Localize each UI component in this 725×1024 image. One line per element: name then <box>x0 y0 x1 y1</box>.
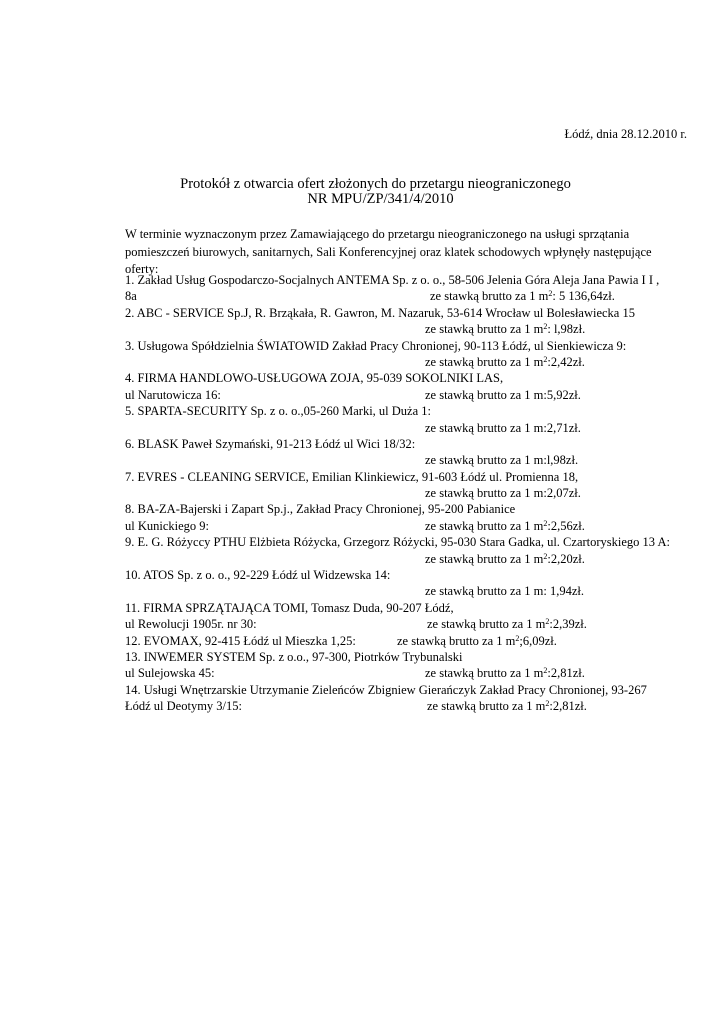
offer-price-value: :2,56zł. <box>547 518 585 533</box>
offer-address: ul Narutowicza 16: <box>125 387 221 402</box>
document-date: Łódź, dnia 28.12.2010 r. <box>564 127 687 141</box>
offer-address: ul Kunickiego 9: <box>125 518 210 533</box>
offer-line <box>125 469 700 485</box>
offer-price-value: : 1,94zł. <box>543 584 584 599</box>
offer-price-value: :l,98zł. <box>543 453 579 468</box>
offer-price-label: ze stawką brutto za 1 m <box>425 551 544 566</box>
offer-company: 12. EVOMAX, 92-415 Łódź ul Mieszka 1,25: <box>125 633 356 648</box>
offer-line <box>125 403 700 419</box>
offer-line <box>125 600 700 616</box>
offer-price-value: :2,42zł. <box>547 354 585 369</box>
offer-price-label: ze stawką brutto za 1 m <box>427 699 546 714</box>
offer-entry <box>125 469 700 502</box>
offer-entry <box>125 338 700 371</box>
offer-price <box>427 698 587 714</box>
offer-entry <box>125 534 700 567</box>
offer-price <box>425 485 581 501</box>
offer-price-label: ze stawką brutto za 1 m <box>425 420 544 435</box>
offer-price-label: ze stawką brutto za 1 m <box>425 518 544 533</box>
title-line-2: NR MPU/ZP/341/4/2010 <box>307 191 454 207</box>
offer-line <box>125 567 700 583</box>
offer-line <box>125 436 700 452</box>
offer-line <box>125 616 700 632</box>
offer-price-label: ze stawką brutto za 1 m <box>430 289 549 304</box>
offer-line <box>125 370 700 386</box>
offer-line <box>125 665 700 681</box>
offer-line <box>125 633 700 649</box>
offer-price-label: ze stawką brutto za 1 m <box>397 633 516 648</box>
offer-price <box>430 288 615 304</box>
offer-company: 11. FIRMA SPRZĄTAJĄCA TOMI, Tomasz Duda, 90-207 Łódź, <box>125 600 454 615</box>
offer-company: 3. Usługowa Spółdzielnia ŚWIATOWID Zakład Pracy Chronionej, 90-113 Łódź, ul Sienkiewicza 9: <box>125 338 627 353</box>
offer-company: 13. INWEMER SYSTEM Sp. z o.o., 97-300, Piotrków Trybunalski <box>125 649 463 664</box>
offer-line <box>125 485 700 501</box>
offer-company: 1. Zakład Usług Gospodarczo-Socjalnych ANTEMA Sp. z o. o., 58-506 Jelenia Góra Aleja Jana Pawia I I , <box>125 273 660 287</box>
offer-line <box>125 518 700 534</box>
offer-address: ul Rewolucji 1905r. nr 30: <box>125 617 257 632</box>
offer-entry <box>125 649 700 682</box>
offer-price-value: :2,07zł. <box>543 486 581 501</box>
offer-entry <box>125 633 700 649</box>
offer-entry <box>125 600 700 633</box>
offer-company: 5. SPARTA-SECURITY Sp. z o. o.,05-260 Marki, ul Duża 1: <box>125 404 431 419</box>
offer-company: 7. EVRES - CLEANING SERVICE, Emilian Klinkiewicz, 91-603 Łódź ul. Promienna 18, <box>125 469 579 484</box>
offer-line <box>125 501 700 517</box>
offer-line <box>125 583 700 599</box>
offer-entry <box>125 272 700 305</box>
offer-price-value: :2,20zł. <box>547 551 585 566</box>
offer-entry <box>125 682 700 715</box>
offer-price <box>425 354 585 370</box>
offer-price-label: ze stawką brutto za 1 m <box>425 453 544 468</box>
offer-price-unit-exponent: 2 <box>548 289 553 299</box>
offers-list <box>125 272 700 715</box>
offer-price-value: : l,98zł. <box>547 322 586 337</box>
offer-line <box>125 698 700 714</box>
offer-price-unit-exponent: 2 <box>515 633 520 643</box>
offer-price-value: ;6,09zł. <box>519 633 557 648</box>
offer-price-unit-exponent: 2 <box>543 551 548 561</box>
offer-price <box>425 551 585 567</box>
offer-address: Łódź ul Deotymy 3/15: <box>125 699 242 714</box>
offer-price-value: :2,39zł. <box>549 617 587 632</box>
offer-line <box>125 452 700 468</box>
offer-price-value: :2,71zł. <box>543 420 581 435</box>
offer-price <box>425 452 578 468</box>
offer-price <box>425 420 581 436</box>
offer-line <box>125 354 700 370</box>
offer-line <box>125 387 700 403</box>
offer-price-label: ze stawką brutto za 1 m <box>425 387 544 402</box>
offer-price <box>425 321 585 337</box>
offer-entry <box>125 567 700 600</box>
offer-entry <box>125 370 700 403</box>
offer-company: 10. ATOS Sp. z o. o., 92-229 Łódź ul Widzewska 14: <box>125 568 391 583</box>
document-title <box>0 177 725 207</box>
offer-address: ul Sulejowska 45: <box>125 666 215 681</box>
offer-line <box>125 649 700 665</box>
offer-line <box>125 551 700 567</box>
offer-line <box>125 338 700 354</box>
offer-price-value: :2,81zł. <box>547 666 585 681</box>
offer-line <box>125 321 700 337</box>
offer-company: 14. Usługi Wnętrzarskie Utrzymanie Zieleńców Zbigniew Gierańczyk Zakład Pracy Chronionej, 93-267 <box>125 682 647 697</box>
offer-line <box>125 272 700 288</box>
offer-price-label: ze stawką brutto za 1 m <box>425 354 544 369</box>
offer-entry <box>125 436 700 469</box>
offer-company: 4. FIRMA HANDLOWO-USŁUGOWA ZOJA, 95-039 SOKOLNIKI LAS, <box>125 371 504 386</box>
title-line-1: Protokół z otwarcia ofert złożonych do przetargu nieograniczonego <box>180 176 571 192</box>
offer-line <box>125 420 700 436</box>
offer-price-unit-exponent: 2 <box>543 322 548 332</box>
offer-line <box>125 682 700 698</box>
offer-price-unit-exponent: 2 <box>543 518 548 528</box>
offer-price-unit-exponent: 2 <box>543 666 548 676</box>
offer-price-label: ze stawką brutto za 1 m <box>425 584 544 599</box>
offer-price-value: :2,81zł. <box>549 699 587 714</box>
offer-price-value: : 5 136,64zł. <box>552 289 615 304</box>
offer-price <box>425 387 581 403</box>
offer-line <box>125 288 700 304</box>
offer-price-label: ze stawką brutto za 1 m <box>425 486 544 501</box>
offer-price-unit-exponent: 2 <box>545 617 550 627</box>
offer-price <box>425 583 584 599</box>
offer-price-label: ze stawką brutto za 1 m <box>425 666 544 681</box>
offer-price <box>425 665 585 681</box>
offer-company: 8. BA-ZA-Bajerski i Zapart Sp.j., Zakład Pracy Chronionej, 95-200 Pabianice <box>125 502 516 517</box>
offer-price <box>425 518 585 534</box>
offer-company: 6. BLASK Paweł Szymański, 91-213 Łódź ul Wici 18/32: <box>125 436 416 451</box>
offer-entry <box>125 305 700 338</box>
offer-price-unit-exponent: 2 <box>543 354 548 364</box>
offer-company: 2. ABC - SERVICE Sp.J, R. Brząkała, R. Gawron, M. Nazaruk, 53-614 Wrocław ul Bolesławiecka 15 <box>125 305 635 320</box>
offer-price-value: :5,92zł. <box>543 387 581 402</box>
offer-price <box>427 616 587 632</box>
offer-line <box>125 534 700 550</box>
offer-price-label: ze stawką brutto za 1 m <box>425 322 544 337</box>
intro-paragraph: W terminie wyznaczonym przez Zamawiającego do przetargu nieograniczonego na usługi sprzątania pomieszczeń biurowych, sanitarnych, Sali Konferencyjnej oraz klatek schodowych wpłynęły następujące oferty: <box>125 227 652 276</box>
offer-price <box>397 633 557 649</box>
offer-address: 8a <box>125 289 137 304</box>
offer-entry <box>125 501 700 534</box>
offer-company: 9. E. G. Różyccy PTHU Elżbieta Różycka, Grzegorz Różycki, 95-030 Stara Gadka, ul. Czartoryskiego 13 A: <box>125 535 670 550</box>
offer-entry <box>125 403 700 436</box>
offer-price-unit-exponent: 2 <box>545 699 550 709</box>
offer-price-label: ze stawką brutto za 1 m <box>427 617 546 632</box>
offer-line <box>125 305 700 321</box>
